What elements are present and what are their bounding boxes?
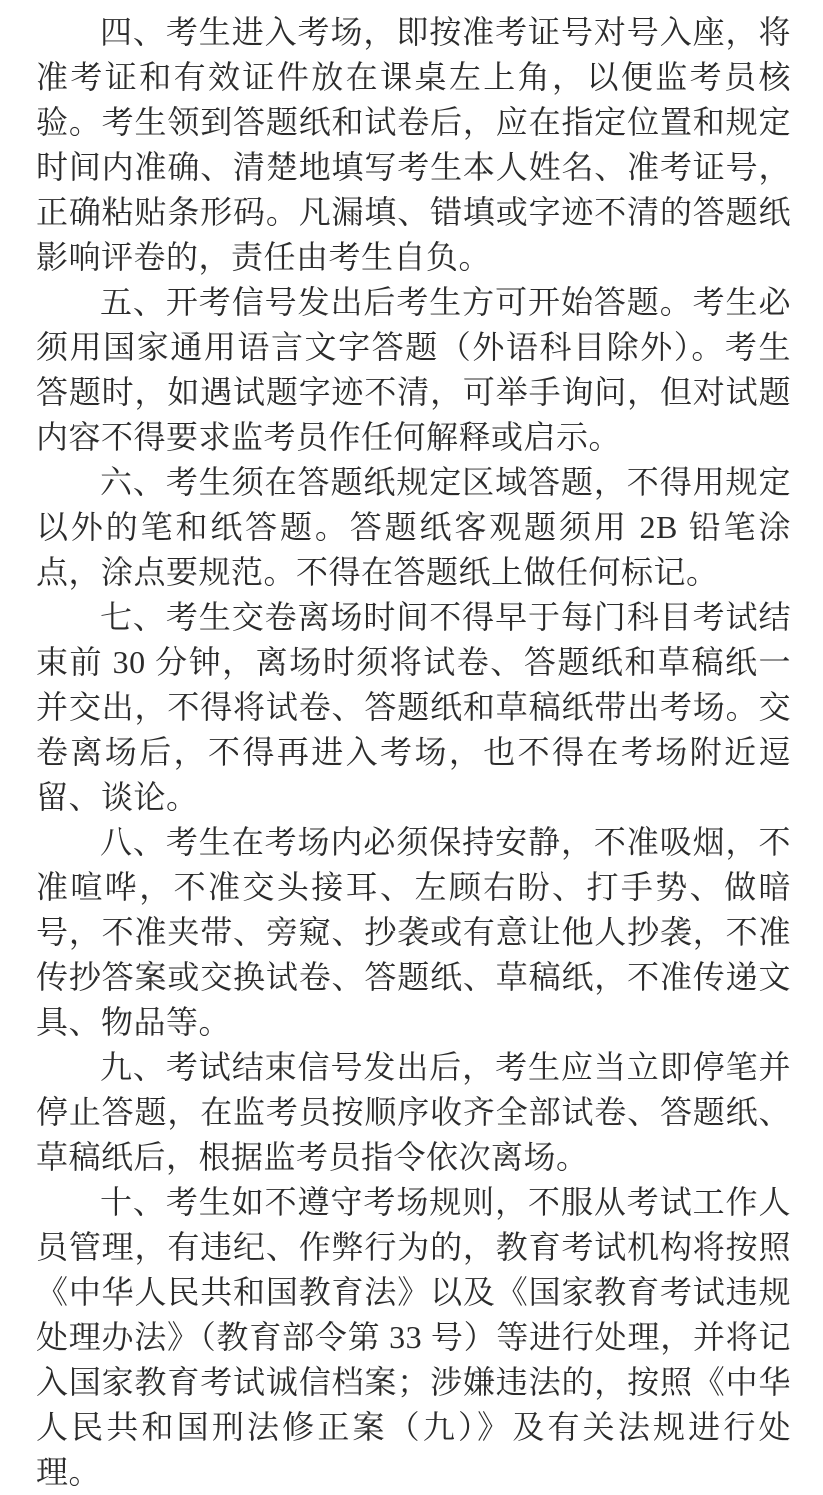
rule-paragraph-four: 四、考生进入考场，即按准考证号对号入座，将准考证和有效证件放在课桌左上角，以便监考员核验。考生领到答题纸和试卷后，应在指定位置和规定时间内准确、清楚地填写考生本人姓名、准考证号，正确粘贴条形码。凡漏填、错填或字迹不清的答题纸影响评卷的，责任由考生自负。: [36, 14, 791, 275]
rule-paragraph-eight: 八、考生在考场内必须保持安静，不准吸烟，不准喧哗，不准交头接耳、左顾右盼、打手势、做暗号，不准夹带、旁窥、抄袭或有意让他人抄袭，不准传抄答案或交换试卷、答题纸、草稿纸，不准传递文具、物品等。: [36, 824, 791, 1040]
rule-paragraph-six: 六、考生须在答题纸规定区域答题，不得用规定以外的笔和纸答题。答题纸客观题须用 2B 铅笔涂点，涂点要规范。不得在答题纸上做任何标记。: [36, 464, 791, 590]
rule-paragraph-five: 五、开考信号发出后考生方可开始答题。考生必须用国家通用语言文字答题（外语科目除外）。考生答题时，如遇试题字迹不清，可举手询问，但对试题内容不得要求监考员作任何解释或启示。: [36, 284, 791, 455]
rule-paragraph-ten: 十、考生如不遵守考场规则，不服从考试工作人员管理，有违纪、作弊行为的，教育考试机构将按照《中华人民共和国教育法》以及《国家教育考试违规处理办法》（教育部令第 33 号）等进行处理，并将记入国家教育考试诚信档案；涉嫌违法的，按照《中华人民共和国刑法修正案（九）》及有关法规进行处理。: [36, 1184, 791, 1490]
rule-paragraph-nine: 九、考试结束信号发出后，考生应当立即停笔并停止答题，在监考员按顺序收齐全部试卷、答题纸、草稿纸后，根据监考员指令依次离场。: [36, 1049, 791, 1175]
rule-paragraph-seven: 七、考生交卷离场时间不得早于每门科目考试结束前 30 分钟，离场时须将试卷、答题纸和草稿纸一并交出，不得将试卷、答题纸和草稿纸带出考场。交卷离场后，不得再进入考场，也不得在考场附近逗留、谈论。: [36, 599, 791, 815]
document-page: [36, 10, 791, 1490]
